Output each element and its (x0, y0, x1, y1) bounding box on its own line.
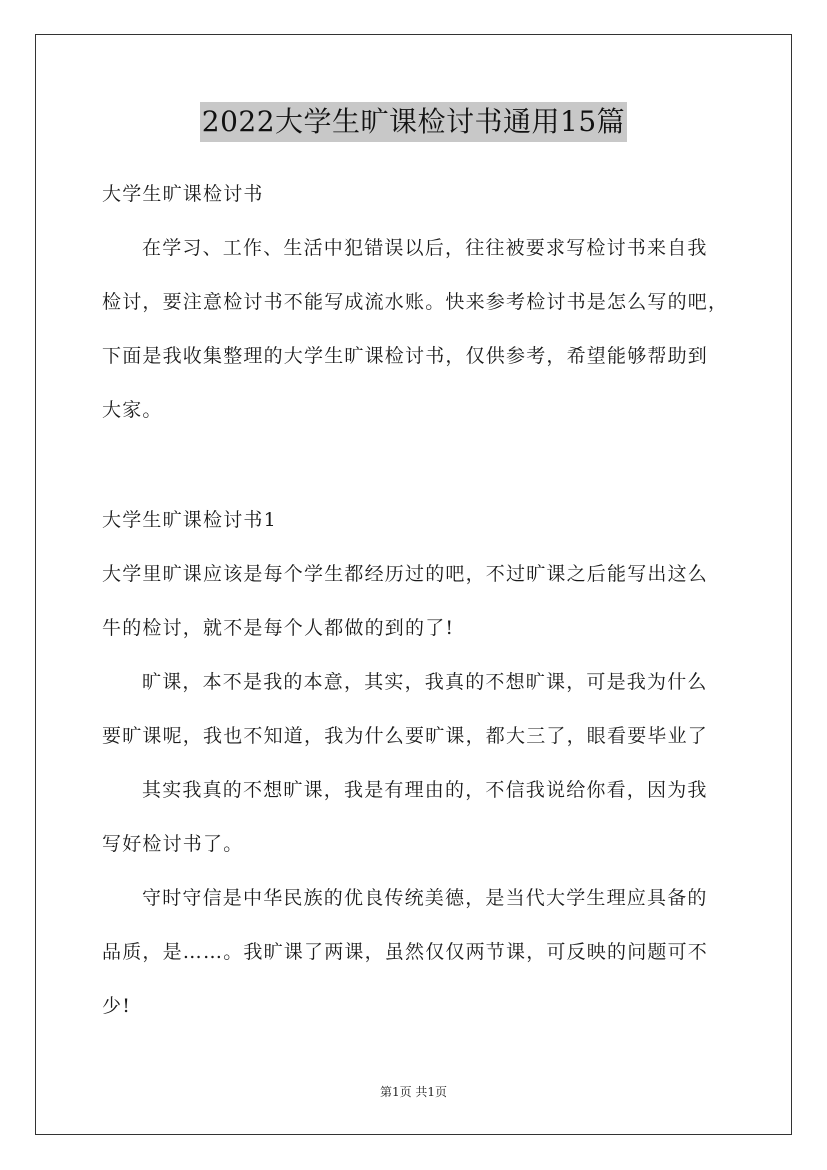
paragraph-line: 检讨，要注意检讨书不能写成流水账。快来参考检讨书是怎么写的吧， (102, 291, 729, 313)
paragraph-line: 下面是我收集整理的大学生旷课检讨书，仅供参考，希望能够帮助到 (102, 345, 709, 367)
paragraph-line: 在学习、工作、生活中犯错误以后，往往被要求写检讨书来自我 (142, 237, 708, 259)
document-title: 2022大学生旷课检讨书通用15篇 (200, 102, 627, 142)
paragraph-line: 品质，是……。我旷课了两课，虽然仅仅两节课，可反映的问题可不 (102, 941, 709, 963)
paragraph-line: 大学里旷课应该是每个学生都经历过的吧，不过旷课之后能写出这么 (102, 563, 709, 585)
section-heading: 大学生旷课检讨书 (102, 183, 264, 205)
paragraph-line: 写好检讨书了。 (102, 833, 244, 855)
page-number-footer: 第1页 共1页 (379, 1085, 448, 1099)
paragraph-line: 旷课，本不是我的本意，其实，我真的不想旷课，可是我为什么 (142, 671, 708, 693)
paragraph-line: 牛的检讨，就不是每个人都做的到的了! (102, 617, 455, 639)
paragraph-line: 要旷课呢，我也不知道，我为什么要旷课，都大三了，眼看要毕业了 (102, 725, 709, 747)
paragraph-line: 守时守信是中华民族的优良传统美德，是当代大学生理应具备的 (142, 887, 708, 909)
paragraph-line: 少! (102, 995, 132, 1017)
paragraph-line: 大家。 (102, 399, 163, 421)
title-container (0, 102, 827, 142)
paragraph-line: 其实我真的不想旷课，我是有理由的，不信我说给你看，因为我 (142, 779, 708, 801)
section-heading: 大学生旷课检讨书1 (102, 509, 277, 531)
